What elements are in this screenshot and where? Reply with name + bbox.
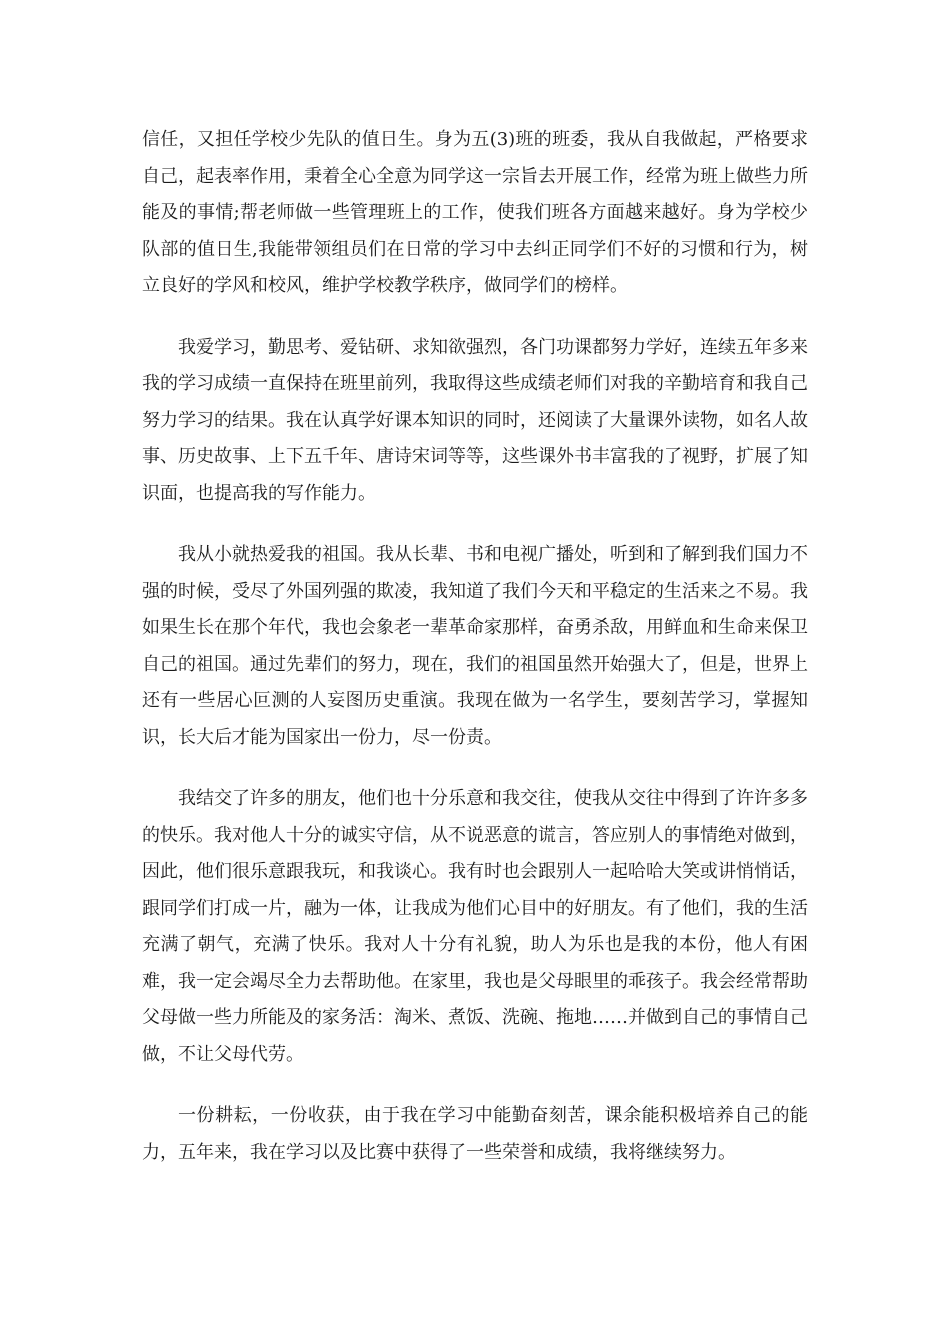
- document-page: [142, 122, 808, 1196]
- paragraph-1: 信任，又担任学校少先队的值日生。身为五(3)班的班委，我从自我做起，严格要求自己，起表率作用，秉着全心全意为同学这一宗旨去开展工作，经常为班上做些力所能及的事情;帮老师做一些管理班上的工作，使我们班各方面越来越好。身为学校少队部的值日生,我能带领组员们在日常的学习中去纠正同学们不好的习惯和行为，树立良好的学风和校风，维护学校教学秩序，做同学们的榜样。: [142, 129, 808, 296]
- paragraph-3: 我从小就热爱我的祖国。我从长辈、书和电视广播处，听到和了解到我们国力不强的时候，受尽了外国列强的欺凌，我知道了我们今天和平稳定的生活来之不易。我如果生长在那个年代，我也会象老一辈革命家那样，奋勇杀敌，用鲜血和生命来保卫自己的祖国。通过先辈们的努力，现在，我们的祖国虽然开始强大了，但是，世界上还有一些居心叵测的人妄图历史重演。我现在做为一名学生，要刻苦学习，掌握知识，长大后才能为国家出一份力，尽一份责。: [142, 544, 808, 748]
- paragraph-5: 一份耕耘，一份收获，由于我在学习中能勤奋刻苦，课余能积极培养自己的能力，五年来，我在学习以及比赛中获得了一些荣誉和成绩，我将继续努力。: [142, 1105, 808, 1163]
- paragraph-2: 我爱学习，勤思考、爱钻研、求知欲强烈，各门功课都努力学好，连续五年多来我的学习成绩一直保持在班里前列，我取得这些成绩老师们对我的辛勤培育和我自己努力学习的结果。我在认真学好课本知识的同时，还阅读了大量课外读物，如名人故事、历史故事、上下五千年、唐诗宋词等等，这些课外书丰富我的了视野，扩展了知识面，也提高我的写作能力。: [142, 336, 808, 504]
- paragraph-4: 我结交了许多的朋友，他们也十分乐意和我交往，使我从交往中得到了许许多多的快乐。我对他人十分的诚实守信，从不说恶意的谎言，答应别人的事情绝对做到，因此，他们很乐意跟我玩，和我谈心。我有时也会跟别人一起哈哈大笑或讲悄悄话，跟同学们打成一片，融为一体，让我成为他们心目中的好朋友。有了他们，我的生活充满了朝气，充满了快乐。我对人十分有礼貌，助人为乐也是我的本份，他人有困难，我一定会竭尽全力去帮助他。在家里，我也是父母眼里的乖孩子。我会经常帮助父母做一些力所能及的家务活：淘米、煮饭、洗碗、拖地……并做到自己的事情自己做，不让父母代劳。: [142, 788, 808, 1065]
